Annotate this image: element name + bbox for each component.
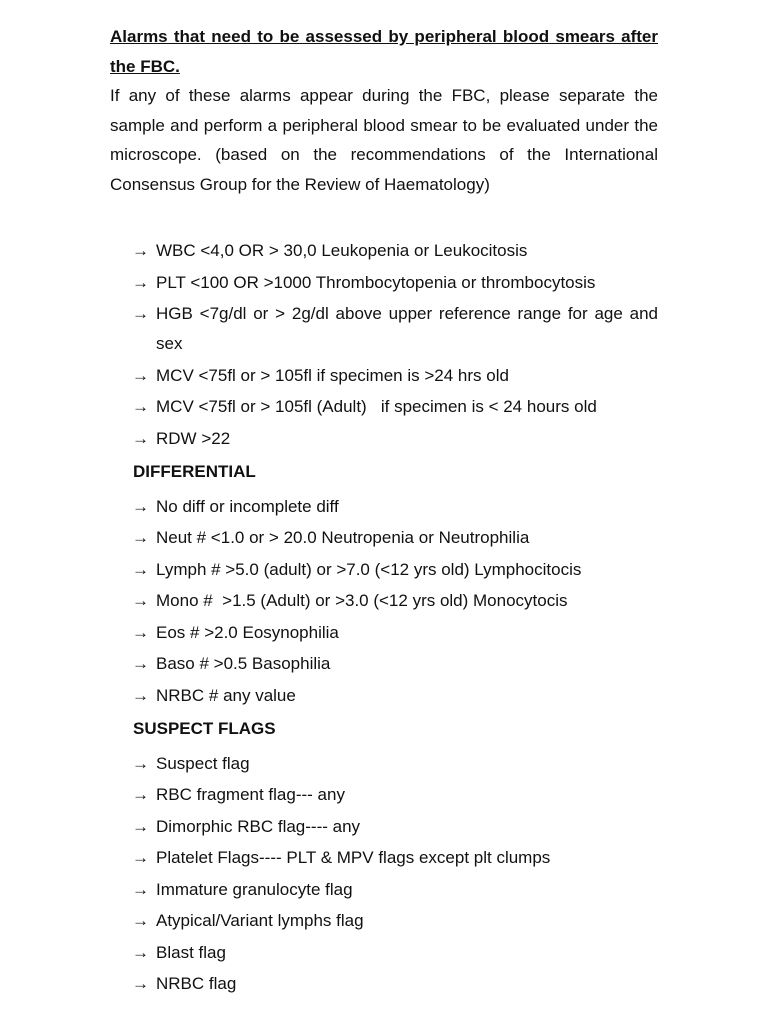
list-item (110, 906, 658, 936)
arrow-icon: → (132, 528, 149, 547)
arrow-icon: → (132, 911, 149, 930)
arrow-icon: → (132, 365, 149, 385)
list-item-text: Mono # >1.5 (Adult) or >3.0 (<12 yrs old) Monocytocis (156, 591, 568, 610)
arrow-icon: → (132, 685, 149, 705)
cbc-alarm-list (110, 236, 658, 454)
list-item (110, 555, 658, 585)
list-item-text: Immature granulocyte flag (156, 879, 353, 899)
list-item (110, 492, 658, 522)
arrow-icon: → (132, 622, 149, 642)
list-item (110, 586, 658, 616)
arrow-icon: → (132, 272, 149, 292)
list-item-text: No diff or incomplete diff (156, 496, 339, 516)
document-content (110, 22, 658, 1001)
list-item (110, 780, 658, 810)
arrow-icon: → (132, 397, 149, 416)
arrow-icon: → (132, 304, 149, 323)
list-item (110, 361, 658, 391)
arrow-icon: → (132, 559, 149, 579)
arrow-icon: → (132, 591, 149, 610)
arrow-icon: → (132, 785, 149, 804)
arrow-icon: → (132, 428, 149, 448)
list-item (110, 649, 658, 679)
list-item (110, 812, 658, 842)
list-item-text: Eos # >2.0 Eosynophilia (156, 622, 339, 642)
list-item (110, 749, 658, 779)
list-item-text: RBC fragment flag--- any (156, 785, 345, 804)
list-item-text: Platelet Flags---- PLT & MPV flags except plt clumps (156, 848, 551, 867)
list-item-text: HGB <7g/dl or > 2g/dl above upper reference range for age and sex (156, 304, 658, 353)
arrow-icon: → (132, 974, 149, 993)
list-item-text: Baso # >0.5 Basophilia (156, 654, 331, 673)
arrow-icon: → (132, 241, 149, 260)
list-item (110, 875, 658, 905)
list-item-text: PLT <100 OR >1000 Thrombocytopenia or thrombocytosis (156, 272, 596, 292)
list-item (110, 843, 658, 873)
list-item (110, 299, 658, 359)
differential-section-title: DIFFERENTIAL (133, 461, 256, 481)
list-item (110, 392, 658, 422)
list-item-text: MCV <75fl or > 105fl if specimen is >24 hrs old (156, 365, 509, 385)
list-item-text: MCV <75fl or > 105fl (Adult) if specimen is < 24 hours old (156, 397, 597, 416)
list-item-text: Blast flag (156, 942, 226, 962)
intro-paragraph: If any of these alarms appear during the FBC, please separate the sample and perform a peripheral blood smear to be evaluated under the microscope. (based on the recommendations of the International Consensus Group for the Review of Haematology) (110, 86, 658, 194)
suspect-flags-section-title: SUSPECT FLAGS (133, 718, 276, 738)
arrow-icon: → (132, 753, 149, 773)
suspect-flags-list (110, 749, 658, 1000)
list-item (110, 618, 658, 648)
arrow-icon: → (132, 496, 149, 516)
list-item-text: NRBC # any value (156, 685, 296, 705)
list-item (110, 938, 658, 968)
list-item-text: Atypical/Variant lymphs flag (156, 911, 364, 930)
document-heading: Alarms that need to be assessed by peripheral blood smears after the FBC. (110, 27, 658, 76)
list-item-text: Dimorphic RBC flag---- any (156, 816, 361, 836)
list-item-text: NRBC flag (156, 974, 237, 993)
list-item (110, 969, 658, 999)
arrow-icon: → (132, 848, 149, 867)
list-item (110, 268, 658, 298)
list-item (110, 236, 658, 266)
differential-alarm-list (110, 492, 658, 711)
arrow-icon: → (132, 654, 149, 673)
arrow-icon: → (132, 816, 149, 836)
arrow-icon: → (132, 942, 149, 962)
list-item-text: WBC <4,0 OR > 30,0 Leukopenia or Leukocitosis (156, 241, 528, 260)
list-item (110, 424, 658, 454)
list-item (110, 523, 658, 553)
list-item-text: Neut # <1.0 or > 20.0 Neutropenia or Neutrophilia (156, 528, 530, 547)
list-item-text: Lymph # >5.0 (adult) or >7.0 (<12 yrs old) Lymphocitocis (156, 559, 582, 579)
list-item-text: RDW >22 (156, 428, 231, 448)
list-item-text: Suspect flag (156, 753, 250, 773)
list-item (110, 681, 658, 711)
arrow-icon: → (132, 879, 149, 899)
